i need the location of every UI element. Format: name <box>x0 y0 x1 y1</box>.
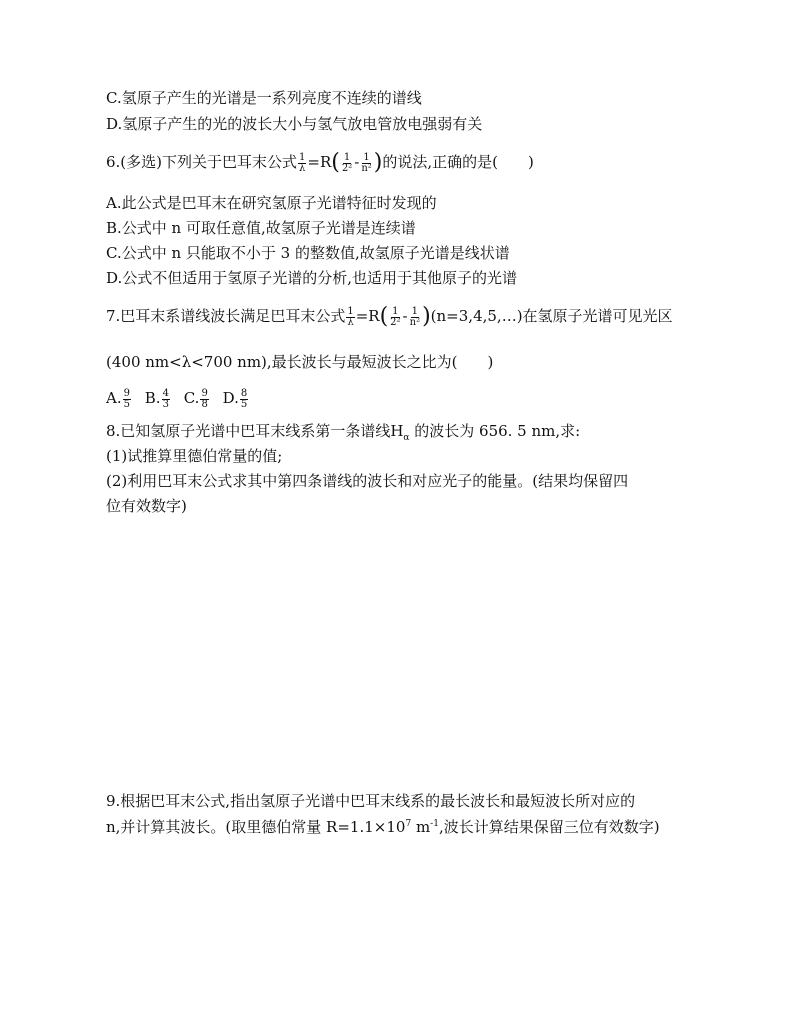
q6-option-c: C.公式中 n 只能取不小于 3 的整数值,故氢原子光谱是线状谱 <box>106 244 510 262</box>
q7-option-d: D. $\frac{8}{5}$ <box>222 387 248 410</box>
q8-stem: 8.已知氢原子光谱中巴耳末线系第一条谱线$H_\alpha$ 的波长为 656. 5 nm,求: <box>106 422 581 443</box>
q5-option-d: D.氢原子产生的光的波长大小与氢气放电管放电强弱有关 <box>106 115 483 133</box>
q6-stem-text2: 的说法,正确的是( <box>382 153 498 171</box>
formula-eq: =R <box>307 153 332 171</box>
formula-f1: $\frac{1}{\text{2²}}$ <box>341 151 353 174</box>
q8-part1: (1)试推算里德伯常量的值; <box>106 447 283 465</box>
q7-option-b: B. $\frac{4}{3}$ <box>144 387 169 410</box>
q6-option-a: A.此公式是巴耳末在研究氢原子光谱特征时发现的 <box>106 194 437 212</box>
q8-part2-cont: 位有效数字) <box>106 497 187 515</box>
q7-stem: 7.巴耳末系谱线波长满足巴耳末公式 $\frac{1}{\lambda}$ =R( $\frac{1}{\text{2²}}$ - $\frac{1}{\text{n²}}$ )(n=3,4,5,…)在氢原子光谱可见光区 <box>106 304 673 329</box>
q6-stem: 6.(多选)下列关于巴耳末公式 $\frac{1}{\lambda}$ =R( $\frac{1}{\text{2²}}$ - $\frac{1}{\text{n²}}$ )的说法,正确的是( ) <box>106 150 534 175</box>
q5-option-c: C.氢原子产生的光谱是一系列亮度不连续的谱线 <box>106 89 422 107</box>
q9-stem: 9.根据巴耳末公式,指出氢原子光谱中巴耳末线系的最长波长和最短波长所对应的 <box>106 792 636 810</box>
q6-option-d: D.公式不但适用于氢原子光谱的分析,也适用于其他原子的光谱 <box>106 269 518 287</box>
q6-option-b: B.公式中 n 可取任意值,故氢原子光谱是连续谱 <box>106 219 416 237</box>
formula-f2: $\frac{1}{\text{n²}}$ <box>361 151 372 174</box>
q9-stem-line2: n,并计算其波长。(取里德伯常量 $R=1.1\times 10^7$ $m^{-1}$,波长计算结果保留三位有效数字) <box>106 818 660 836</box>
q7-stem-line2: (400 nm<λ<700 nm),最长波长与最短波长之比为( ) <box>106 353 494 371</box>
q6-stem-text: 6.(多选)下列关于巴耳末公式 <box>106 153 298 171</box>
q7-option-c: C. $\frac{9}{8}$ <box>183 387 208 410</box>
q7-option-a: A. $\frac{9}{5}$ <box>106 387 130 410</box>
q7-options <box>106 388 257 410</box>
q8-part2: (2)利用巴耳末公式求其中第四条谱线的波长和对应光子的能量。(结果均保留四 <box>106 472 629 490</box>
formula-lhs: $\frac{1}{\lambda}$ <box>299 151 306 174</box>
